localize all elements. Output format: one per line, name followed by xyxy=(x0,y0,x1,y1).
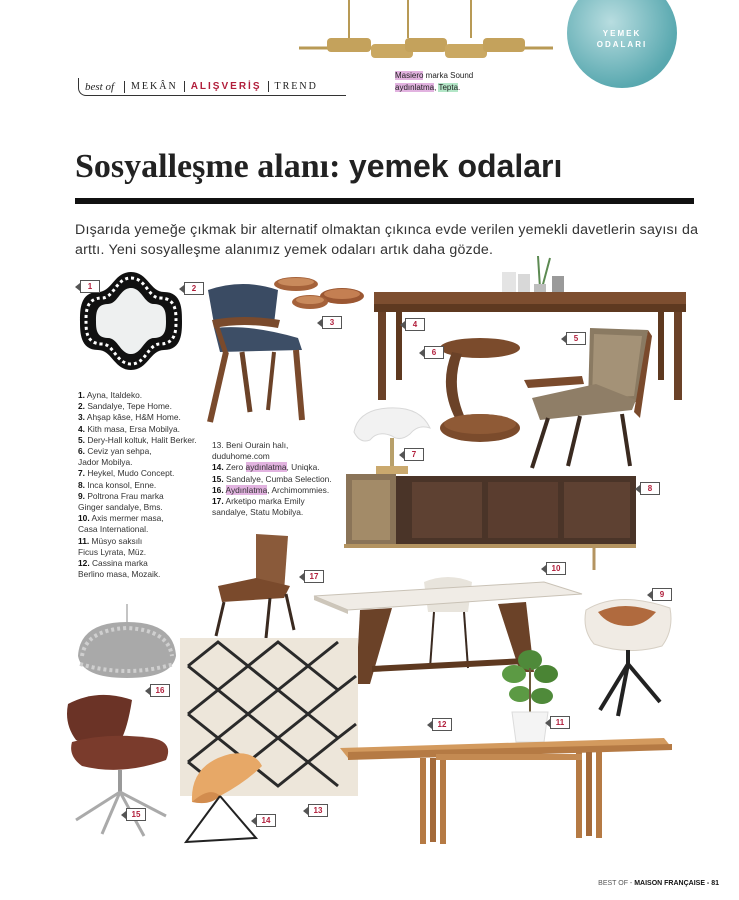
legend-line-17b: sandalye, Statu Mobilya. xyxy=(212,507,304,518)
title-bold: yemek odaları xyxy=(348,148,563,184)
legend-item-text: Ceviz yan sehpa, xyxy=(85,446,152,457)
tag-2: 2 xyxy=(184,282,204,295)
legend-item-number: 10. xyxy=(78,513,90,524)
section-badge xyxy=(567,0,677,88)
legend-item xyxy=(78,513,208,524)
tag-11: 11 xyxy=(550,716,570,729)
tag-3: 3 xyxy=(322,316,342,329)
nav-item-mekan[interactable]: MEKÂN xyxy=(125,81,185,92)
legend-item-text: Dery-Hall koltuk, Halit Berker. xyxy=(85,434,197,445)
emily-chair-image xyxy=(212,532,300,640)
tag-8: 8 xyxy=(640,482,660,495)
legend-item-number: 9. xyxy=(78,490,85,501)
legend-item-text: Ficus Lyrata, Müz. xyxy=(78,546,147,557)
tag-10: 10 xyxy=(546,562,566,575)
legend-item-text: Ayna, Italdeko. xyxy=(85,390,143,400)
badge-line-2: ODALARI xyxy=(596,40,648,49)
chandelier-image xyxy=(295,0,557,66)
legend-item-text: Casa International. xyxy=(78,524,149,535)
legend-item xyxy=(78,401,208,412)
title-rule xyxy=(75,198,694,204)
tag-4: 4 xyxy=(405,318,425,331)
lamp-caption-b: Tepta xyxy=(438,83,459,92)
tag-9: 9 xyxy=(652,588,672,601)
legend-item xyxy=(78,468,208,479)
legend-16-highlight: Aydınlatma xyxy=(225,484,268,495)
title-light: Sosyalleşme alanı: xyxy=(75,148,349,185)
tag-17: 17 xyxy=(304,570,324,583)
legend-15: Sandalye, Cumba Selection. xyxy=(223,473,332,484)
page-title xyxy=(75,148,562,186)
legend-num-15: 15. xyxy=(212,473,224,484)
product-legend-right xyxy=(212,440,362,518)
legend-item-text: Berlino masa, Mozaik. xyxy=(78,569,161,580)
legend-num-17: 17. xyxy=(212,496,224,507)
lamp-caption-brand: Masiero xyxy=(395,71,424,80)
legend-item-text: Poltrona Frau marka xyxy=(85,490,164,501)
legend-item xyxy=(78,446,208,457)
legend-item-number: 12. xyxy=(78,558,90,569)
legend-item-text: Kith masa, Ersa Mobilya. xyxy=(85,423,180,434)
tag-13: 13 xyxy=(308,804,328,817)
tag-6: 6 xyxy=(424,346,444,359)
legend-num-14: 14. xyxy=(212,462,224,473)
legend-item-number: 7. xyxy=(78,468,85,479)
lamp-caption xyxy=(395,70,473,94)
legend-item-number: 5. xyxy=(78,434,85,445)
legend-item-number: 4. xyxy=(78,423,85,434)
legend-item-text: Müsyo saksılı xyxy=(89,535,143,546)
legend-item xyxy=(78,536,208,547)
lamp-caption-sep: , xyxy=(434,83,439,92)
tag-1: 1 xyxy=(80,280,100,293)
footer-page: - 81 xyxy=(704,880,719,887)
ficus-plant-image xyxy=(500,644,560,746)
best-of-label: best of xyxy=(79,81,125,93)
legend-item xyxy=(78,412,208,423)
legend-item xyxy=(78,502,208,513)
legend-line-13: 13. Beni Ourain halı, xyxy=(212,440,289,450)
footer-brand: MAISON FRANÇAISE xyxy=(634,880,705,887)
legend-item xyxy=(78,480,208,491)
tag-15: 15 xyxy=(126,808,146,821)
legend-item xyxy=(78,558,208,569)
legend-item xyxy=(78,457,208,468)
tag-16: 16 xyxy=(150,684,170,697)
legend-line-13b: duduhome.com xyxy=(212,451,270,462)
intro-text: Dışarıda yemeğe çıkmak bir alternatif olmaktan çıkınca evde verilen yemekli davetlerin sayısı da arttı. Yeni sosyalleşme alanımız yemek odaları artık daha gözde. xyxy=(75,222,699,258)
legend-item-text: Ahşap kâse, H&M Home. xyxy=(85,412,181,423)
legend-item xyxy=(78,491,208,502)
legend-item xyxy=(78,569,208,580)
lamp-caption-end: . xyxy=(458,83,461,92)
legend-item xyxy=(78,390,208,401)
lamp-caption-a: aydınlatma xyxy=(395,83,435,92)
legend-item-text: Axis mermer masa, xyxy=(89,513,164,524)
legend-16: , Archimommies. xyxy=(267,484,330,495)
legend-14-highlight: aydınlatma xyxy=(245,462,287,473)
legend-item-text: Cassina marka xyxy=(89,558,148,569)
tag-12: 12 xyxy=(432,718,452,731)
legend-num-16: 16. xyxy=(212,484,224,495)
badge-line-1: YEMEK xyxy=(602,29,642,38)
legend-item xyxy=(78,524,208,535)
legend-item xyxy=(78,547,208,558)
page-footer xyxy=(598,880,719,887)
pendant-lamp-image xyxy=(76,604,178,682)
side-table-image xyxy=(434,336,524,448)
legend-item-number: 11. xyxy=(78,535,90,546)
tag-5: 5 xyxy=(566,332,586,345)
footer-prefix: BEST OF - xyxy=(598,880,635,887)
zero-lamp-image xyxy=(180,746,266,846)
legend-item-number: 6. xyxy=(78,446,85,457)
legend-item-text: Ginger sandalye, Bms. xyxy=(78,502,163,513)
legend-item-number: 3. xyxy=(78,412,85,423)
legend-item-text: Heykel, Mudo Concept. xyxy=(85,468,175,479)
legend-item-text: Inca konsol, Enne. xyxy=(85,479,157,490)
berlino-table-image xyxy=(338,736,674,844)
wooden-bowls-image xyxy=(270,274,366,312)
legend-item xyxy=(78,435,208,446)
legend-item-text: Sandalye, Tepe Home. xyxy=(85,401,172,412)
legend-item-number: 2. xyxy=(78,401,85,412)
nav-item-trend[interactable]: TREND xyxy=(274,81,318,92)
legend-item-number: 1. xyxy=(78,390,85,400)
legend-14b: , Uniqka. xyxy=(286,462,320,473)
tag-7: 7 xyxy=(404,448,424,461)
product-legend-left xyxy=(78,390,208,580)
tag-14: 14 xyxy=(256,814,276,827)
legend-item-number: 8. xyxy=(78,479,85,490)
ginger-chair-image xyxy=(578,590,678,722)
inca-console-image xyxy=(338,470,640,572)
lounge-armchair-image xyxy=(520,326,656,472)
section-nav xyxy=(78,78,346,96)
lamp-caption-rest: marka Sound xyxy=(423,71,474,80)
legend-17: Arketipo marka Emily xyxy=(223,496,305,507)
swivel-chair-image xyxy=(62,690,178,840)
legend-item xyxy=(78,424,208,435)
legend-14a: Zero xyxy=(223,462,246,473)
legend-item-text: Jador Mobilya. xyxy=(78,457,133,468)
nav-item-alisveris[interactable]: ALIŞVERİŞ xyxy=(185,81,269,92)
